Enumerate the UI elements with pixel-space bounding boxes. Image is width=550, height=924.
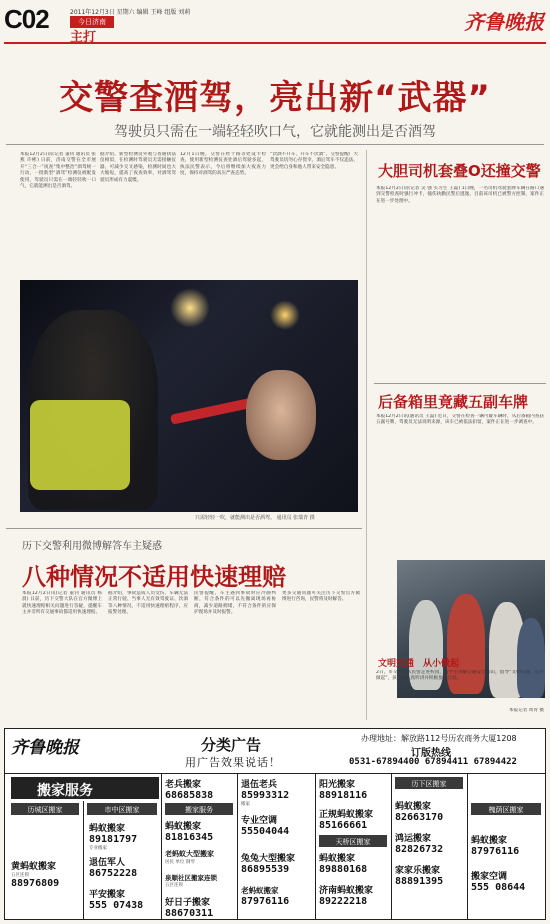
story2-kicker: 历下交警利用微博解答车主疑惑 xyxy=(22,541,162,552)
main-headline: 交警查酒驾，亮出新“武器” xyxy=(59,78,491,118)
listing-phone: 88891395 xyxy=(395,876,444,887)
story2-body-col2: 据介绍，事故造成人员受伤、车辆无法正常行驶、当事人无有效驾驶证、饮酒等八种情况，不适用快速理赔程序，应报警处理。 xyxy=(108,591,188,616)
street-light xyxy=(270,300,300,330)
listing xyxy=(241,885,313,917)
dateline: 2011年12月3日 星期六 编辑 王峰 组版 刘莉 xyxy=(70,9,191,16)
listing-name: 蚂蚁搬家 xyxy=(319,854,356,864)
tab-mover-service: 搬家服务 xyxy=(165,803,233,815)
listing-name: 老蚂蚁大型搬家 xyxy=(165,850,214,858)
listing xyxy=(395,863,465,889)
story2-body-col1: 本报12月2日讯(记者 董钊 通讯员 杨晨) 日前，历下交警大队在官方微博上就快速理赔相关问题进行答疑，提醒车主并非所有交通事故都适用快速理赔。 xyxy=(22,591,102,616)
listing-phone: 82663170 xyxy=(395,812,444,823)
ads-column-rule xyxy=(467,773,468,919)
listing xyxy=(165,873,235,893)
ads-column-rule xyxy=(161,773,162,919)
listing xyxy=(319,777,389,803)
ads-title: 分类广告 xyxy=(201,736,262,754)
listing-desc: 专业搬家 xyxy=(89,846,107,851)
listing xyxy=(11,859,81,889)
listing-name: 专业空调 xyxy=(241,816,278,826)
listing xyxy=(89,855,159,883)
listing-desc: 搬家 xyxy=(241,802,250,807)
listing xyxy=(395,799,465,825)
listing-name: 阳光搬家 xyxy=(319,780,356,790)
listing-name: 老兵搬家 xyxy=(165,780,202,790)
tab-lixia: 历下区搬家 xyxy=(395,777,463,789)
story2-headline: 八种情况不适用快速理赔 xyxy=(22,563,286,591)
listing-name: 老蚂蚁搬家 xyxy=(241,886,279,895)
listing-phone: 88670311 xyxy=(165,908,214,919)
section-kicker: 主打 xyxy=(70,30,97,45)
listing-name: 蚂蚁搬家 xyxy=(395,802,432,812)
tab-shizhong: 市中区搬家 xyxy=(87,803,157,815)
listing-phone: 555 08644 xyxy=(471,882,526,893)
listing-name: 鸿运搬家 xyxy=(395,834,432,844)
listing xyxy=(165,895,235,919)
mover-banner: 搬家服务 xyxy=(11,777,159,799)
listing-name: 退伍老兵 xyxy=(241,780,278,790)
side-story2-headline: 后备箱里竟藏五副车牌 xyxy=(378,393,529,411)
listing xyxy=(319,807,389,833)
column-rule xyxy=(366,150,367,720)
listing-name: 济南蚂蚁搬家 xyxy=(319,886,374,896)
listing-name: 好日子搬家 xyxy=(165,898,211,908)
divider xyxy=(6,144,544,145)
listing-phone: 89880168 xyxy=(319,864,368,875)
civility-credit: 本报记者 周青 摄 xyxy=(508,708,544,713)
side-story2-body: 本报12月2日讯(通讯员 王磊) 近日，交警在检查一辆可疑车辆时，从后备箱内查获五副号牌，驾驶员无法说明来源，该车已被依法扣留，案件正在进一步调查中。 xyxy=(376,414,544,426)
civility-spacer xyxy=(376,560,392,640)
main-body-col3: 12月1日晚，交警在经十路等处设卡检查，使用新型检测仪查处酒后驾驶多起，执法民警表示，今后将继续加大夜查力度，保持对酒驾的高压严查态势。 xyxy=(180,152,266,177)
ads-column-rule xyxy=(315,773,316,919)
listing xyxy=(241,813,313,843)
story2-body-col4: 更多交通问题可关注历下交警官方微博进行咨询，民警将及时解答。 xyxy=(282,591,360,603)
tab-tianqiao: 天桥区搬家 xyxy=(319,835,387,847)
side-story1-body: 本报12月2日讯(记者 吴 强 实习生 王磊) 1日晚，一名司机驾驶套牌车辆在路口遇到交警检查时强行冲卡，撞伤执勤民警后逃逸，目前该司机已被警方控制，案件正在进一步处理中。 xyxy=(376,186,544,204)
listing-phone: 87976116 xyxy=(241,896,290,907)
listing-name: 蚂蚁搬家 xyxy=(89,824,126,834)
listing-desc: 五区连锁 xyxy=(165,883,183,888)
divider xyxy=(374,383,546,384)
listing-name: 正规蚂蚁搬家 xyxy=(319,810,374,820)
listing-phone: 85993312 xyxy=(241,790,290,801)
listing-name: 退伍军人 xyxy=(89,858,126,868)
listing-desc: 五区连锁 xyxy=(11,873,29,878)
ads-slogan: 用广告效果说话！ xyxy=(185,756,281,769)
ads-column-rule xyxy=(237,773,238,919)
photo-caption: 只需轻轻一吹，就能测出是否酒驾。 通讯员 张瑞青 摄 xyxy=(195,515,315,521)
main-body-col1: 本报12月2日讯(记者 董钊 通讯员 张燕 许彬) 日前，济南交警在全市展开“三合一”夜查“集中整治”酒驾统一行动，一批新型“酒驾”检测仪被配发使用，驾驶员只需在一端轻轻吹一口气，它就能测出是否酒驾。 xyxy=(20,152,96,190)
listing xyxy=(89,821,159,851)
classified-ads-section xyxy=(4,728,546,920)
street-light xyxy=(170,288,210,328)
listing-phone: 555 07438 xyxy=(89,900,144,911)
listing-phone: 55504044 xyxy=(241,826,290,837)
listing-name: 黄蚂蚁搬家 xyxy=(11,862,57,872)
story2-body-col3: 民警提醒，车主遇到事故时应冷静判断，符合条件的可以先撤离现场再协商，减少道路拥堵，不符合条件的应保护现场并及时报警。 xyxy=(194,591,276,616)
listing xyxy=(471,833,543,863)
listing-phone: 87976116 xyxy=(471,846,520,857)
listing-phone: 82826732 xyxy=(395,844,444,855)
listing xyxy=(89,887,159,917)
masthead xyxy=(4,4,546,44)
listing xyxy=(241,851,313,879)
page-number: C02 xyxy=(4,4,49,34)
listing-name: 兔兔大型搬家 xyxy=(241,854,296,864)
ads-column-rule xyxy=(391,773,392,919)
driver-face xyxy=(246,370,316,460)
civility-body: 2日，市交警支队民警走进校园，为学生讲解交通安全知识，倡导“文明交通，从小做起”，孩子们认真听讲并积极参与互动。 xyxy=(376,670,544,682)
ads-logo: 齐鲁晚报 xyxy=(11,738,79,758)
listing xyxy=(165,819,235,845)
listing-phone: 85166661 xyxy=(319,820,368,831)
breathalyzer-photo xyxy=(20,280,358,512)
side-story1-headline: 大胆司机套叠O还撞交警 xyxy=(378,162,541,180)
listing-phone: 89222218 xyxy=(319,896,368,907)
listing-phone: 89181797 xyxy=(89,834,138,845)
main-body-col4: “饮酒不开车，开车不饮酒”，交警提醒广大驾驶员切勿心存侥幸，酒后驾车不仅违法，更会给自身和他人带来安全隐患。 xyxy=(270,152,358,170)
listing xyxy=(471,869,543,899)
listing-phone: 81816345 xyxy=(165,832,214,843)
listing-phone: 68685838 xyxy=(165,790,214,801)
listing xyxy=(165,849,235,871)
listing-name: 搬家空调 xyxy=(471,872,508,882)
main-body-col2: 据介绍，新型检测仪外观与普通执法仪相似，在检测时驾驶员无需接触仪器，可减少交叉感染，检测时间也大大缩短，提高了夜查效率，对酒驾驾驶员形成有力震慑。 xyxy=(100,152,176,183)
main-subhead: 驾驶员只需在一端轻轻吹口气，它就能测出是否酒驾 xyxy=(114,124,436,140)
listing-phone: 88976809 xyxy=(11,878,60,889)
listing-phone: 86752228 xyxy=(89,868,138,879)
listing-name: 泉顺社区搬家连锁 xyxy=(165,874,217,882)
listing-name: 家家乐搬家 xyxy=(395,866,441,876)
reflective-vest xyxy=(30,400,130,490)
listing xyxy=(165,777,235,801)
ads-column-rule xyxy=(83,801,84,919)
listing-name: 平安搬家 xyxy=(89,890,126,900)
civility-headline: 文明交通 从小做起 xyxy=(378,659,460,669)
listing-name: 蚂蚁搬家 xyxy=(165,822,202,832)
tab-licheng: 历城区搬家 xyxy=(11,803,79,815)
ads-hotline-numbers: 0531-67894400 67894411 67894422 xyxy=(349,757,517,767)
listing xyxy=(241,777,313,807)
listing-phone: 88918116 xyxy=(319,790,368,801)
listing xyxy=(319,851,389,877)
paper-logo: 齐鲁晚报 xyxy=(464,10,544,34)
ads-hotline-label: 订版热线 xyxy=(411,748,451,759)
listing xyxy=(319,883,389,915)
ads-address: 办理地址：解放路112号历农商务大厦1208 xyxy=(361,734,517,743)
ads-divider xyxy=(5,773,545,774)
listing-name: 蚂蚁搬家 xyxy=(471,836,508,846)
listing-desc: 居民 单位 钢琴 xyxy=(165,860,195,865)
section-tag: 今日济南 xyxy=(70,16,114,28)
divider xyxy=(6,528,362,529)
listing xyxy=(395,831,465,857)
tab-huaiyin: 槐荫区搬家 xyxy=(471,803,541,815)
listing-phone: 86895539 xyxy=(241,864,290,875)
